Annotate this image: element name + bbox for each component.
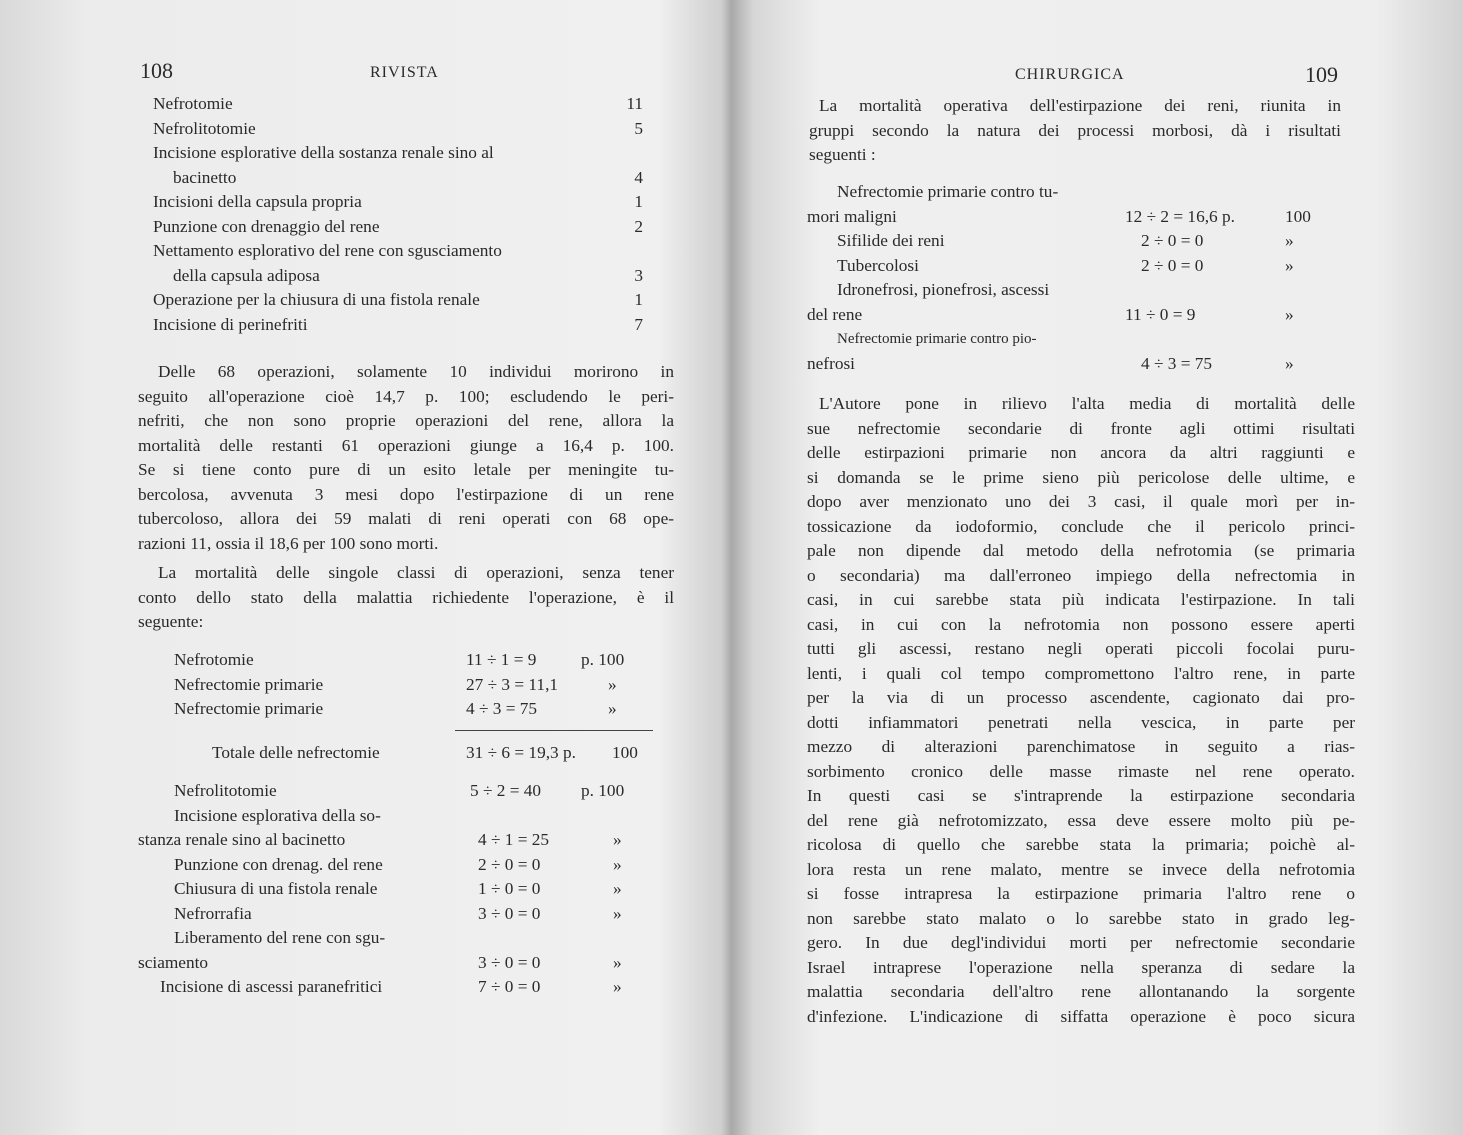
table-row: Nefrectomie primarie contro tu-	[837, 182, 1059, 201]
table-row: Chiusura di una fistola renale 1 ÷ 0 = 0 »	[174, 879, 622, 898]
table-row: Tubercolosi 2 ÷ 0 = 0 »	[837, 255, 1294, 275]
table-row: mori maligni 12 ÷ 2 = 16,6 p. 100	[807, 206, 1311, 226]
running-head: RIVISTA	[370, 64, 439, 81]
mortality-table	[138, 648, 658, 722]
mortality-table	[138, 779, 658, 1000]
operations-list	[153, 92, 643, 337]
table-row: Nefrolitotomie 5 ÷ 2 = 40 p. 100	[174, 781, 625, 800]
table-row: Nefrectomie primarie contro pio-	[837, 331, 1037, 347]
list-item: Nettamento esplorativo del rene con sgusciamento	[153, 241, 502, 260]
list-item: Punzione con drenaggio del rene 2	[153, 216, 643, 236]
list-item: Nefrotomie 11	[153, 94, 643, 113]
table-row: Nefrectomie primarie 4 ÷ 3 = 75 »	[174, 699, 617, 718]
table-row: nefrosi 4 ÷ 3 = 75 »	[807, 353, 1294, 373]
list-item: Incisioni della capsula propria 1	[153, 192, 643, 211]
list-item: Incisione esplorative della sostanza renale sino al	[153, 143, 494, 162]
list-item: Incisione di perinefriti 7	[153, 314, 643, 334]
table-row: Idronefrosi, pionefrosi, ascessi	[837, 280, 1050, 299]
table-row: Sifilide dei reni 2 ÷ 0 = 0 »	[837, 231, 1294, 250]
list-item: Operazione per la chiusura di una fistola renale 1	[153, 290, 643, 309]
paragraph: Delle 68 operazioni, solamente 10 individui morirono in seguito all'operazione cioè 14,7 p. 100; escludendo le peri- nefriti, che non sono proprie operazioni del rene, allora la mortalità delle restanti 61 operazioni giunge a 16,4 p. 100. Se si tiene conto pure di un esito letale per meningite tu- bercolosa, avvenuta 3 mesi dopo l'estirpazione di un rene tubercoloso, allora dei 59 malati di reni operati con 68 ope- razioni 11, ossia il 18,6 per 100 sono morti.	[138, 362, 674, 553]
table-row: Punzione con drenag. del rene 2 ÷ 0 = 0 »	[174, 854, 622, 874]
left-page	[0, 0, 730, 1135]
table-row: Nefrectomie primarie 27 ÷ 3 = 11,1 »	[174, 674, 617, 694]
list-item: bacinetto 4	[173, 167, 643, 187]
right-page	[733, 0, 1463, 1135]
intro-paragraph: La mortalità operativa dell'estirpazione dei reni, riunita in gruppi secondo la natura dei processi morbosi, dà i risultati seguenti :	[809, 96, 1341, 164]
paragraph: L'Autore pone in rilievo l'alta media di mortalità delle sue nefrectomie secondarie di fronte agli ottimi risultati delle estirpazioni primarie non ancora da altri raggiunti e si domanda se le prime sieno più pericolose delle ultime, e dopo aver menzionato uno dei 3 casi, il quale morì per in- tossicazione da iodoformio, conclude che il pericolo princi- pale non dipende dal metodo della nefrotomia (se primaria o secondaria) ma dall'erroneo impiego della nefrectomia in casi, in cui sarebbe stata più indicata l'estirpazione. In tali casi, in cui con la nefrotomia non possono essere aperti tutti gli ascessi, restano negli operati piccoli focolai puru- lenti, i quali col tempo compromettono l'altro rene, in parte per la via di un processo ascendente, cagionato dai pro- dotti infiammatori penetrati nella vescica, in parte per mezzo di alterazioni parenchimatose in seguito a rias- sorbimento cronico delle masse rimaste nel rene operato. In questi casi se s'intraprende la estirpazione secondaria del rene già nefrotomizzato, essa deve essere molto più pe- ricolosa di quello che sarebbe stata la primaria; poichè al- lora resta un rene malato, mentre se invece della nefrotomia si fosse intrapresa la estirpazione primaria l'altro rene o non sarebbe stato malato o lo sarebbe stato in grado leg- gero. In due degl'individui morti per nefrectomie secondarie Israel intraprese l'operazione nella speranza di sedare la malattia secondaria dell'altro rene allontanando la sorgente d'infezione. L'indicazione di siffatta operazione è poco sicura	[807, 394, 1355, 1026]
table-row: Nefrotomie 11 ÷ 1 = 9 p. 100	[174, 650, 625, 669]
table-row: stanza renale sino al bacinetto 4 ÷ 1 = 25 »	[138, 830, 622, 849]
table-row: Incisione esplorativa della so-	[174, 805, 381, 825]
table-row: sciamento 3 ÷ 0 = 0 »	[138, 952, 622, 972]
list-item: Nefrolitotomie 5	[153, 118, 643, 138]
table-row: Liberamento del rene con sgu-	[174, 928, 386, 947]
total-row: Totale delle nefrectomie 31 ÷ 6 = 19,3 p. 100	[212, 743, 638, 762]
table-row: del rene 11 ÷ 0 = 9 »	[807, 304, 1294, 324]
paragraph: La mortalità delle singole classi di operazioni, senza tener conto dello stato della malattia richiedente l'operazione, è il seguente:	[138, 563, 674, 631]
table-row: Nefrorrafia 3 ÷ 0 = 0 »	[174, 903, 622, 923]
sum-rule	[455, 730, 653, 731]
nephrectomy-table	[807, 180, 1347, 376]
running-head: CHIRURGICA	[1015, 66, 1125, 83]
page-number: 109	[1305, 62, 1338, 87]
page-number: 108	[140, 58, 173, 83]
list-item: della capsula adiposa 3	[173, 265, 643, 285]
table-row: Incisione di ascessi paranefritici 7 ÷ 0 = 0 »	[160, 977, 622, 996]
